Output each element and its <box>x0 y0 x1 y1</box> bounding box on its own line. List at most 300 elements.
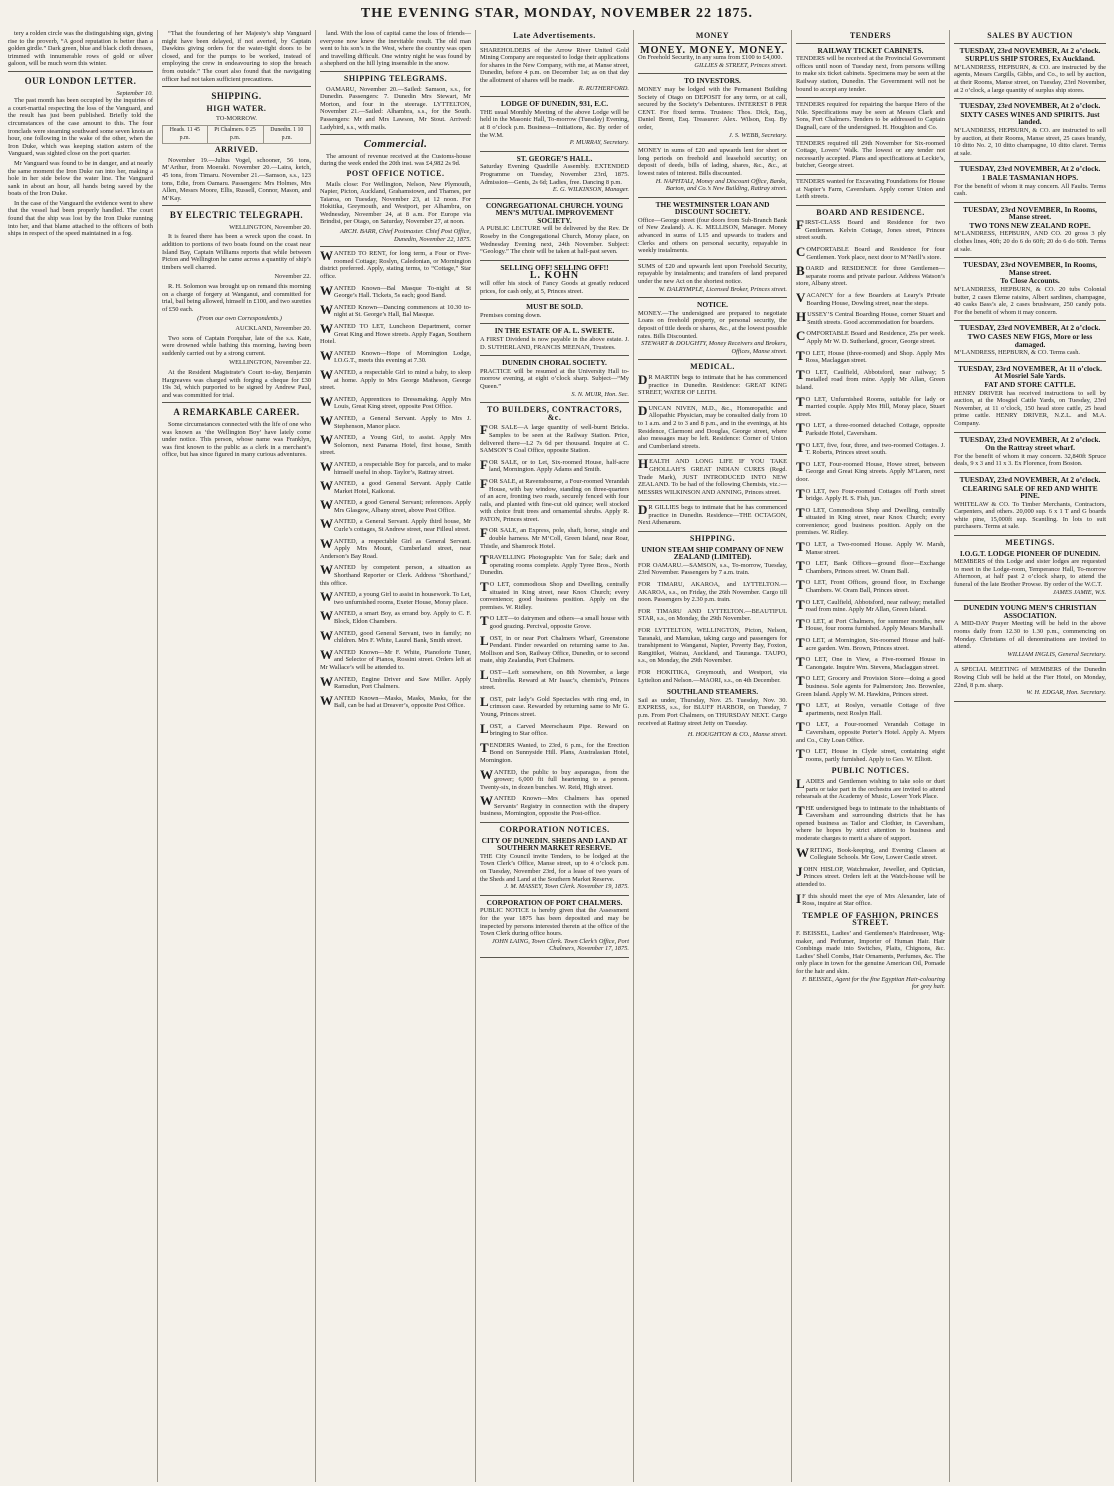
auction-ad <box>954 476 1106 531</box>
corporation-title: CORPORATION NOTICES. <box>499 825 610 835</box>
ad-body: FOR TIMARU AND LYTTELTON.—BEAUTIFUL STAR, s.s., on Monday, the 29th November. <box>638 607 787 623</box>
divider <box>480 198 629 199</box>
divider <box>638 454 787 455</box>
article-continuation: “That the foundering of her Majesty’s ship Vanguard might have been delayed, if not averted, by Captain Dawkins giving orders for the water-tight doors to be closed, and for the pumps to be worked, instead of employing the crew in endeavouring to stop the breach from outside.” The court also found that the navigating officer had not taken sufficient precautions. <box>162 30 311 83</box>
tender-ads-list <box>796 47 945 206</box>
ad-body: SUMS of £20 and upwards lent upon Freehold Security, repayable by instalments; and transfers of land prepared under the new Act on the shortest notice. <box>638 262 787 286</box>
to-let-ad: TO LET, two Four-roomed Cottages off Forth street bridge. Apply H. S. Fish, jun. <box>796 485 945 503</box>
article-paragraph: The past month has been occupied by the inquiries of a court-martial respecting the loss of the Vanguard, and the result has just been published. Briefly told the circumstances of the case amount to this. The four ironclads were steaming southward some seven knots an hour, one following in the wake of the other, when the Iron Duke, which was keeping station astern of the Vanguard, was sighted close on the port quarter. <box>8 97 153 158</box>
small-ads-list <box>480 424 629 818</box>
wanted-ads-list <box>320 250 471 710</box>
divider <box>954 432 1106 433</box>
advertisement <box>480 303 629 319</box>
meeting-title: I.O.G.T. LODGE PIONEER OF DUNEDIN. <box>959 548 1101 558</box>
sale-body: For the benefit of whom it may concern. 32,840ft Spruce deals, 9 x 3 and 11 x 3. Ex Florence, from Boston. <box>954 452 1106 468</box>
auction-ad <box>954 261 1106 316</box>
corporation-notice <box>480 837 629 891</box>
wanted-ad: WANTED Known—Masks, Masks, Masks, for the Ball, can be had at Dreaver’s, opposite Post Office. <box>320 692 471 710</box>
ad-title: SELLING OFF! SELLING OFF!! <box>500 262 609 272</box>
wanted-ad: WANTED, a good General Servant. Apply Cattle Market Hotel, Kaikorai. <box>320 478 471 495</box>
wanted-ad: WANTED Known—Bal Masque To-night at St George’s Hall. Tickets, 5s each; good Band. <box>320 282 471 300</box>
to-let-ad: TO LET, Front Offices, ground floor, in Exchange Chambers. W. Oram Ball, Princes street. <box>796 577 945 595</box>
to-let-ad: TO LET, Caulfield, Abbotsford, near railway; metalled road from mine. Apply Mr Allan, Green Island. <box>796 596 945 614</box>
divider <box>796 205 945 206</box>
auction-ad <box>954 436 1106 468</box>
ad-title: MUST BE SOLD. <box>526 302 583 312</box>
advertisement <box>480 327 629 351</box>
sale-title: FAT AND STORE CATTLE. <box>984 379 1076 389</box>
advertisement <box>480 100 629 147</box>
sale-title: SURPLUS SHIP STORES, Ex Auckland. <box>965 54 1095 64</box>
sale-date: TUESDAY, 23rd NOVEMBER, At 2 o’clock. <box>959 101 1101 111</box>
ad-body: Sail as under, Thursday, Nov. 25. Tuesday, Nov. 30. EXPRESS, s.s., for BLUFF HARBOR, on Tuesday, 7 p.m. From Port Chalmers, on THURSDAY NEXT. Cargo received at Rattray street Jetty on Tuesday. <box>638 696 787 727</box>
wanted-ad: WANTED, Apprentices to Dressmaking. Apply Mrs Louis, Great King street, opposite Post Office. <box>320 393 471 411</box>
classified-ad: TENDERS Wanted, to 23rd, 6 p.m., for the Erection Bond on Sunnyside Hill. Plans, Australasian Hotel, Mornington. <box>480 739 629 764</box>
shipping-ads-list <box>638 546 787 727</box>
to-let-ad: TO LET, Unfurnished Rooms, suitable for lady or married couple. Apply Mrs Hill, Moray place, Stuart street. <box>796 393 945 418</box>
divider <box>480 43 629 44</box>
fashion-signature: F. BEISSEL, Agent for the fine Egyptian Hair-colouring for grey hair. <box>802 975 945 991</box>
divider <box>480 96 629 97</box>
meeting-notice <box>954 604 1106 658</box>
sale-date: TUESDAY, 23rd NOVEMBER, At 2 o’clock. <box>959 434 1101 444</box>
notice-signature: J. M. MASSEY, Town Clerk. November 19, 1875. <box>504 883 629 891</box>
arrivals-text: November 19.—Julius Vogel, schooner, 56 tons, M‘Arthur, from Moeraki. November 20.—Laira, ketch, 45 tons, from Timaru. November 21.—Samson, s.s., 123 tons, Edie, from Oamaru. Passengers: Mrs Holmes, Mrs Allen, Messrs Moore, Ellis, Russell, Connor, Mason, and M‘Kay. <box>162 156 311 202</box>
money-ad <box>638 147 787 193</box>
wanted-ad: WANTED, good General Servant, two in family; no children. Mrs F. White, Laurel Bank, Smith street. <box>320 627 471 645</box>
column-heading: SALES BY AUCTION <box>987 31 1073 40</box>
shipping-title: SHIPPING. <box>211 91 262 102</box>
high-water-subtitle: TO-MORROW. <box>215 115 257 123</box>
divider <box>162 205 311 206</box>
ad-body: TENDERS required till 29th November for Six-roomed Cottage, Lovers’ Walk. The lowest or any tender not necessarily accepted. Plans and specifications at Leckie’s, butcher, George street. <box>796 139 945 170</box>
to-let-ad: TO LET, a three-roomed detached Cottage, opposite Parkside Hotel, Caversham. <box>796 420 945 437</box>
ad-body: MONEY in sums of £20 and upwards lent for short or long periods on freehold and leasehold security; on deposit of deeds, bills of lading, shares, &c., &c., at lowest rates of interest. Bills discounted. <box>638 147 787 177</box>
ad-body: Premises coming down. <box>480 311 542 319</box>
to-let-ad: TO LET, Grocery and Provision Store—doing a good business. Sole agents for Palmerston; Jno. Brownlee, Green Island. Apply W. M. Hawkins, Princes street. <box>796 673 945 698</box>
to-let-ad: TO LET, Commodious Shop and Dwelling, centrally situated in King street, near Knox Church; every convenience; good business position. Apply on the premises. W. Ridley. <box>796 504 945 537</box>
medical-ad: DUNCAN NIVEN, M.D., &c., Homœopathic and Allopathic Physician, may be consulted daily from 10 to 1 a.m. and 2 to 3 and 8 p.m., and in the evenings, at his Residence, Clarmont and Douglas, George street, where also messages may be left. Residence: Corner of Union and Cumberland streets. <box>638 402 787 450</box>
article-continuation: land. With the loss of capital came the loss of friends—everyone now knew the inevitable result. The old man went to his son’s in the West, where the country was open and travelling difficult. One wintry night he was found by a shepherd on the hill lying insensible in the snow. <box>320 30 471 68</box>
ad-body: THE usual Monthly Meeting of the above Lodge will be held in the Masonic Hall, To-morrow (Tuesday) Evening, at 8 o’clock p.m. Business—Initiations, &c. By order of the W.M. <box>480 108 629 139</box>
arrivals-title: ARRIVED. <box>214 145 259 155</box>
classified-ad: LOST—Left somewhere, on 8th November, a large Umbrella. Reward at Mr Isaac’s, chemist’s, Princes street. <box>480 666 629 692</box>
shipping-ad <box>638 627 787 665</box>
divider <box>954 472 1106 473</box>
public-notice: LADIES and Gentlemen wishing to take solo or duet parts or take part in the orchestra are invited to attend rehearsals at the Academy of Music, Lower York Place. <box>796 775 945 801</box>
wanted-ad: WANTED TO RENT, for long term, a Four or Five-roomed Cottage; Roslyn, Caledonian, or Mornington district preferred. Apply, stating terms, to “Cottage,” Star office. <box>320 248 471 281</box>
auction-ad <box>954 324 1106 356</box>
article-continuation: tery a rolden circle was the distinguishing sign, giving rise to the proverb, “A good reputation is better than a golden girdle.” Dark green, blue and black cloth dresses, trimmed with innumerable rows of gold or silver galoon, will be much worn this winter. <box>8 30 153 68</box>
classified-ad: WANTED Known—Mrs Chalmers has opened Servants’ Registry in connection with the drapery business, Mornington, opposite the Post-office. <box>480 793 629 818</box>
divider <box>796 174 945 175</box>
tide-dunedin: Dunedin. 1 10 p.m. <box>263 125 310 143</box>
telegraph-item: (From our own Correspondents.) <box>197 315 282 323</box>
ad-signature: S. N. MUIR, Hon. Sec. <box>571 390 629 398</box>
sale-body: HENRY DRIVER has received instructions to sell by auction, at the Mosgiel Cattle Yards, on Tuesday, 23rd November, at 11 o’clock, 150 head store cattle, 25 head prime cattle. HENRY DRIVER, N.Z.L. and M.A. Company. <box>954 389 1106 427</box>
divider <box>638 143 787 144</box>
ad-body: MONEY may be lodged with the Permanent Building Society of Otago on DEPOSIT for any term, or at call, secured by the Society’s Debentures. INTEREST 8 PER CENT. For fixed terms. Trustees: Thos. Dick, Esq., Daniel Brent, Esq. Treasurer: Alex. Wilson, Esq. By order, <box>638 85 787 131</box>
auction-ad <box>954 47 1106 95</box>
divider <box>480 957 629 958</box>
ad-title: THE WESTMINSTER LOAN AND DISCOUNT SOCIETY. <box>655 199 770 217</box>
board-ads-list <box>796 219 945 345</box>
board-ad: FIRST-CLASS Board and Residence for two Gentlemen. Kelvin Cottage, Jones street, Princes street south. <box>796 217 945 242</box>
board-ad: HUSSEY’S Central Boarding House, corner Stuart and Smith streets. Good accommodation for boarders. <box>796 309 945 326</box>
column-2 <box>158 30 316 1482</box>
board-ad: VACANCY for a few Boarders at Leary’s Private Boarding House, Dowling street, near the steps. <box>796 290 945 307</box>
meeting-signature: JAMES JAMIE, W.S. <box>1052 588 1106 596</box>
meeting-signature: W. H. EDGAR, Hon. Secretary. <box>1026 689 1106 697</box>
ad-body: Saturday Evening Quadrille Assembly. EXTENDED Programme on Tuesday, November 23rd, 1875. Admission—Gents, 2s 6d; Ladies, free. Dancing 8 p.m. <box>480 163 629 186</box>
ad-title: NOTICE. <box>696 300 728 310</box>
public-notice: WRITING, Book-keeping, and Evening Classes at Collegiate Schools. Mr Gow, Lower Castle street. <box>796 844 945 862</box>
divider <box>638 197 787 198</box>
to-let-ad: TO LET, a Four-roomed Verandah Cottage in Caversham, opposite Porter’s Hotel. Apply A. Myers and Co., City Loan Office. <box>796 719 945 744</box>
ad-headline: MONEY. MONEY. MONEY. <box>640 44 785 56</box>
shipping-signature: H. HOUGHTON & CO., Manse street. <box>687 731 787 739</box>
telegraph-item: It is feared there has been a wreck upon the coast. In addition to portions of two boats found on the coast near Island Bay, Captain Williams reports that while between Picton and Wellington he came across a quantity of ship’s timbers well charred. <box>162 233 311 271</box>
meeting-notice <box>954 666 1106 696</box>
divider <box>954 161 1106 162</box>
sale-title: CLEARING SALE OF RED AND WHITE PINE. <box>962 483 1098 501</box>
classified-ad: TRAVELLING Photographic Van for Sale; dark and operating rooms complete. Apply Tyree Bros., North Dunedin. <box>480 552 629 577</box>
to-let-ad: TO LET, at Roslyn, versatile Cottage of five apartments, next Roslyn Hall. <box>796 700 945 717</box>
divider <box>638 531 787 532</box>
ad-body: Office—George street (four doors from Sub-Branch Bank of New Zealand). A. K. MELLISON, Manager. Money advanced in sums of L15 and upwards to traders and Clerks and others on personal security, repayable in weekly instalments. <box>638 216 787 255</box>
wanted-ad: WANTED, a respectable Girl to mind a baby, to sleep at home. Apply to Mrs George Matheson, George street. <box>320 366 471 392</box>
fashion-title: TEMPLE OF FASHION, PRINCES STREET. <box>802 910 939 928</box>
money-ad <box>638 77 787 139</box>
public-notices-list <box>796 775 945 908</box>
ad-body: PRACTICE will be resumed at the University Hall to-morrow evening, at eight o’clock sharp. Subject—“My Queen.” <box>480 367 629 390</box>
ad-body: will offer his stock of Fancy Goods at greatly reduced prices, for cash only, at 5, Princes street. <box>480 280 629 295</box>
auction-ad <box>954 365 1106 428</box>
commercial-text: The amount of revenue received at the Customs-house during the week ended the 20th inst. was £4,982 2s 9d. <box>320 152 471 168</box>
divider <box>638 359 787 360</box>
divider <box>162 402 311 403</box>
divider <box>796 136 945 137</box>
ad-body: FOR TIMARU, AKAROA, and LYTTELTON.—AKAROA, s.s., on Friday, the 26th November. Cargo till noon. Passengers by 2.30 p.m. train. <box>638 581 787 604</box>
shipping-ad <box>638 581 787 604</box>
shipping-ad <box>638 608 787 623</box>
sale-title: SIXTY CASES WINES AND SPIRITS. Just landed. <box>960 109 1100 127</box>
meeting-body: A SPECIAL MEETING of MEMBERS of the Dunedin Rowing Club will be held at the Fier Hotel, on Monday, 22nd, 8 p.m. sharp. <box>954 666 1106 689</box>
divider <box>954 98 1106 99</box>
high-water-table <box>162 125 311 144</box>
column-6 <box>792 30 950 1482</box>
ad-body: FOR OAMARU.—SAMSON, s.s., To-morrow, Tuesday, 23rd November. Passengers by 7 a.m. train. <box>638 561 787 577</box>
ad-signature: P. MURRAY, Secretary. <box>569 139 629 147</box>
ad-signature: W. DALRYMPLE, Licensed Broker, Princes street. <box>658 285 787 293</box>
board-title: BOARD AND RESIDENCE. <box>816 207 925 217</box>
telegraph-item: At the Resident Magistrate’s Court to-day, Benjamin Hargreaves was charged with forging a cheque for £30 19s 3d, which purported to be signed by Andrew Paul, and was committed for trial. <box>162 368 311 399</box>
sale-date: TUESDAY, 23rd NOVEMBER, In Rooms, Manse street. <box>963 204 1097 222</box>
ad-body: SHAREHOLDERS of the Arrow River United Gold Mining Company are requested to lodge their applications for shares in the New Company, with me, at Manse street, Dunedin, before 4 p.m. on December 1st; as on that day the allotment of shares will be made. <box>480 46 629 84</box>
ad-signature: J. S. WEBB, Secretary. <box>728 131 787 139</box>
ad-body: FOR HOKITIKA, Greymouth, and Westport, via Lyttelton and Nelson.—MAORI, s.s., on 4th December. <box>638 668 787 684</box>
column-heading: MONEY <box>695 31 730 40</box>
corporation-notice <box>480 899 629 953</box>
wanted-ad: WANTED, a General Servant. Apply third house, Mr Curle’s cottages, St Andrew street, near Filleul street. <box>320 516 471 534</box>
classified-ad: FOR SALE—A large quantity of well-burnt Bricks. Samples to be seen at the Railway Station. Price, delivered there—L2 7s 6d per thousand. Inquire at C. SAMSON’S Coal Office, opposite Station. <box>480 422 629 455</box>
sale-date: TUESDAY, 23rd NOVEMBER, At 2 o’clock. <box>959 45 1101 55</box>
classified-ad: FOR SALE, or to Let, Six-roomed House, half-acre land, Mornington. Apply Adams and Smith. <box>480 456 629 474</box>
sale-title: On the Rattray street wharf. <box>985 443 1075 453</box>
board-ad: COMFORTABLE Board and Residence for four Gentlemen. York place, next door to M‘Neill’s store. <box>796 244 945 261</box>
sale-date: TUESDAY, 23rd NOVEMBER, At 11 o’clock. At Mosriel Sale Yards. <box>958 363 1102 381</box>
divider <box>480 402 629 403</box>
ad-title: LODGE OF DUNEDIN, 931, E.C. <box>500 99 609 109</box>
column-5 <box>634 30 792 1482</box>
ad-title: SOUTHLAND STEAMERS. <box>666 687 759 697</box>
divider <box>954 600 1106 601</box>
shipping-ad <box>638 669 787 684</box>
wanted-ad: WANTED, a good General Servant; references. Apply Mrs Glasgow, Albany street, above Post Office. <box>320 497 471 514</box>
classified-ad: TO LET, commodious Shop and Dwelling, centrally situated in King street, near Knox Church; every convenience; good business position. Apply on the premises. W. Ridley. <box>480 579 629 611</box>
builders-title: TO BUILDERS, CONTRACTORS, &c. <box>487 405 622 422</box>
wanted-ad: WANTED, a respectable Boy for parcels, and to make himself useful in shop. Taylor’s, Rattray street. <box>320 458 471 476</box>
sale-body: M‘LANDRESS, HEPBURN, & CO. Terms cash. <box>954 349 1081 357</box>
column-heading: Late Advertisements. <box>513 31 596 40</box>
post-office-title: POST OFFICE NOTICE. <box>346 168 445 178</box>
to-let-ad: TO LET, House in Clyde street, containing eight rooms, partly furnished. Apply to Geo. W. Elliott. <box>796 746 945 763</box>
divider <box>954 701 1106 702</box>
money-ad <box>638 301 787 355</box>
telegraph-item: WELLINGTON, November 22. <box>229 359 311 367</box>
telegraph-item: AUCKLAND, November 20. <box>235 325 311 332</box>
column-3 <box>316 30 476 1482</box>
tender-ad <box>796 101 945 131</box>
ad-signature: H. NAPHTALI, Money and Discount Office, Banks, Barton, and Co.’s New Building, Rattray street. <box>655 177 787 193</box>
ad-signature: STEWART & DOUGHTY, Money Receivers and Brokers, Offices, Manse street. <box>641 340 787 355</box>
to-let-ad: TO LET, Bank Offices—ground floor—Exchange Chambers, Princes street. W. Oram Ball. <box>796 558 945 575</box>
notice-title: CITY OF DUNEDIN. SHEDS AND LAND AT SOUTHERN MARKET RESERVE. <box>481 835 628 853</box>
board-ad: COMFORTABLE Board and Residence, 25s per week. Apply Mr W. D. Sutherland, grocer, George street. <box>796 328 945 345</box>
telegraph-item: WELLINGTON, November 20. <box>229 223 311 231</box>
wanted-ad: WANTED, Engine Driver and Saw Miller. Apply Ramsdun, Port Chalmers. <box>320 673 471 691</box>
wanted-ad: WANTED, a respectable Girl as General Servant. Apply Mrs Mount, Cumberland street, near Anderson’s Bay Road. <box>320 535 471 560</box>
masthead: THE EVENING STAR, MONDAY, NOVEMBER 22 1875. <box>360 6 754 21</box>
ad-title: ST. GEORGE’S HALL. <box>516 153 593 163</box>
sale-title: TWO CASES NEW FIGS, More or less damaged. <box>967 332 1093 349</box>
money-ad <box>638 44 787 70</box>
ad-title: TO INVESTORS. <box>684 76 741 86</box>
sale-body: M‘LANDRESS, HEPBURN, & CO. are instructed by the agents, Messrs Cargills, Gibbs, and Co., to sell by auction, at their Rooms, Manse street, on Tuesday, 23rd November, at 2 o’clock, a large quantity of surplus ship stores. <box>954 63 1106 94</box>
ad-signature: R. RUTHERFORD. <box>578 84 629 92</box>
column-7 <box>950 30 1110 1482</box>
medical-title: MEDICAL. <box>690 362 735 372</box>
wanted-ad: WANTED, a young Girl to assist in housework. To Let, two unfurnished rooms, Exeter House, Moray place. <box>320 589 471 606</box>
tender-ad <box>796 47 945 94</box>
divider <box>796 97 945 98</box>
money-ad <box>638 263 787 293</box>
ad-signature: E. G. WILKINSON, Manager. <box>552 186 629 194</box>
ad-title: RAILWAY TICKET CABINETS. <box>817 45 924 55</box>
money-ads-list <box>638 44 787 361</box>
ad-body: TENDERS wanted for Excavating Foundations for House at Napier’s Farm, Caversham. Apply corner Union and Leith streets. <box>796 177 945 201</box>
fashion-ad <box>796 930 945 991</box>
divider <box>954 361 1106 362</box>
divider <box>954 257 1106 258</box>
ad-headline: L. KOHN <box>529 270 580 282</box>
auction-ad <box>954 206 1106 254</box>
medical-ads-list <box>638 371 787 532</box>
divider <box>954 202 1106 203</box>
board-ad: BOARD and RESIDENCE for three Gentlemen—separate rooms and private parlour. Address Watson’s store, Albany street. <box>796 263 945 288</box>
shipping-ad <box>638 546 787 577</box>
column-4 <box>476 30 634 1482</box>
to-let-ad: TO LET, at Port Chalmers, for summer months, new House, four rooms furnished. Apply Messrs Marshall. <box>796 615 945 633</box>
medical-ad: HEALTH AND LONG LIFE IF YOU TAKE GHOLLAH’S GREAT INDIAN CURES (Regd. Trade Mark), JUST INTRODUCED INTO NEW ZEALAND. To be had of the following Chemists, viz.:—MESSRS WILKINSON AND ANNING, Princes street. <box>638 456 787 496</box>
ad-body: TENDERS will be received at the Provincial Government offices until noon of Tuesday next, from persons willing to make six ticket cabinets. Specimens may be seen at the Railway station, Dunedin. The Government will not be bound to accept any tender. <box>796 55 945 93</box>
shipping-title: SHIPPING. <box>689 534 736 544</box>
column-1 <box>4 30 158 1482</box>
sale-body: M‘LANDRESS, HEPBURN, & CO. 20 tubs Colonial butter, 2 cases Eleme raisins, Albert sardines, champagne, 40 casks Bass’s ale, 2 cases brushware, 250 candy pots. For the benefit of whom it may concern. <box>954 286 1106 316</box>
meeting-notice <box>954 550 1106 597</box>
late-ads-list <box>480 47 629 404</box>
classified-ad: FOR SALE, at Ravensbourne, a Four-roomed Verandah House, with bay window, standing on three-quarters of an acre, fronting two roads, securely fenced with four rails, and planted with fine-cut old quince; well stocked with choice fruit trees and ornamental shrubs. Apply R. PATON, Princes street. <box>480 475 629 523</box>
divider <box>638 43 787 44</box>
wanted-ad: WANTED, a smart Boy, as errand boy. Apply to C. F. Block, Eldon Chambers. <box>320 608 471 625</box>
article-paragraph: Mr Vanguard was found to be in danger, and at nearly the same moment the Iron Duke ran into her, making a hole in her side below the water line. The Vanguard sank in about an hour, all hands being saved by the boats of the Iron Duke. <box>8 159 153 198</box>
ad-body: TENDERS required for repairing the barque Hero of the Nile. Specifications may be seen at Messrs Clark and Sons, Port Chalmers. Tenders to be addressed to Captain Dagnall, care of the undersigned. H. Houghton and Co. <box>796 101 945 131</box>
auction-ad <box>954 165 1106 197</box>
ad-title: UNION STEAM SHIP COMPANY OF NEW ZEALAND (LIMITED). <box>641 544 784 562</box>
to-let-ad: TO LET, House (three-roomed) and Shop. Apply Mrs Ross, Maclaggan street. <box>796 347 945 365</box>
divider <box>638 259 787 260</box>
shipping-telegrams-title: SHIPPING TELEGRAMS. <box>343 73 448 83</box>
notice-body: THE City Council invite Tenders, to be lodged at the Town Clerk’s Office, Manse street, up to 4 o’clock p.m. on Tuesday, November 23rd, for a lease of two years of the Sheds and Land at the Southern Market Reserve. <box>480 852 629 883</box>
divider <box>8 71 153 72</box>
classified-ad: LOST, a Carved Meerschaum Pipe. Reward on bringing to Star office. <box>480 720 629 738</box>
divider <box>954 662 1106 663</box>
notice-body: PUBLIC NOTICE is hereby given that the Assessment for the year 1875 has been deposited and may be inspected by persons interested therein at the office of the Town Clerk during office hours. <box>480 907 629 938</box>
auction-ads-list <box>954 47 1106 536</box>
shipping-telegrams: OAMARU, November 20.—Sailed: Samson, s.s., for Dunedin. Passengers: 7. Dunedin Mrs Stewart, Mr Morton, and four in the steerage. LYTTELTON, November 21.—Sailed: Alhambra, s.s., for the South. Passengers: Mr and Mrs Lawson, Mr Stout. Arrived: Ladybird, s.s., with mails. <box>320 85 471 131</box>
classified-ad: WANTED, the public to buy asparagus, from the grower; 6,000 fit full heartening to a person. Twenty-six, in dozen bunches. W. Reid, High street. <box>480 766 629 791</box>
divider <box>480 299 629 300</box>
divider <box>638 500 787 501</box>
column-heading: TENDERS <box>849 31 892 40</box>
wanted-ad: WANTED Known—Hope of Mornington Lodge, I.O.G.T., meets this evening at 7.30. <box>320 347 471 365</box>
ad-title: DUNEDIN CHORAL SOCIETY. <box>502 358 607 368</box>
post-office-text: Mails close: For Wellington, Nelson, New Plymouth, Napier, Picton, Auckland, Grahamstown, and Thames, per Taiaroa, on Tuesday, November 23, at 12 noon. For Hokitika, Greymouth, and Westport, per Alhambra, on Wednesday, November 24, at 8 a.m. For Europe via Brindisi, per Otago, on Saturday, November 27, at noon. <box>320 180 471 226</box>
sale-body: For the benefit of whom it may concern. All Faults. Terms cash. <box>954 182 1106 198</box>
sale-date: TUESDAY, 23rd NOVEMBER, At 2 o’clock. <box>959 164 1101 174</box>
notice-signature: JOHN LAING, Town Clerk. Town Clerk’s Office, Port Chalmers, November 17, 1875. <box>491 937 629 953</box>
meeting-title: DUNEDIN YOUNG MEN’S CHRISTIAN ASSOCIATION. <box>963 603 1097 620</box>
wanted-ad: WANTED, a General Servant. Apply to Mrs J. Stephenson, Manor place. <box>320 412 471 430</box>
classified-ad: LOST, pair lady’s Gold Spectacles with ring end, in crimson case. Rewarded by returning same to Mr G. Young, Princes street. <box>480 693 629 718</box>
medical-ad: DR GILLIES begs to intimate that he has commenced practice in Dunedin. Residence—THE OCTAGON, Next Athenæum. <box>638 502 787 527</box>
dateline: September 10. <box>116 89 153 97</box>
notice-title: CORPORATION OF PORT CHALMERS. <box>486 897 623 907</box>
to-let-ad: TO LET, a Two-roomed House. Apply W. Marsh, Manse street. <box>796 539 945 556</box>
ad-body: MONEY.—The undersigned are prepared to negotiate Loans on freehold property, or personal security, the deposit of title deeds or shares, &c., at the lowest possible rates. Bills Discounted. <box>638 309 787 340</box>
divider <box>954 43 1106 44</box>
telegraph-title: BY ELECTRIC TELEGRAPH. <box>169 210 304 221</box>
advertisement <box>480 359 629 398</box>
sale-title: To Close Accounts. <box>1000 276 1060 286</box>
section-title: OUR LONDON LETTER. <box>24 75 137 86</box>
meeting-body: MEMBERS of this Lodge and sister lodges are requested to meet in the Lodge-room, Temperance Hall, To-morrow Afternoon, at half past 2 o’clock sharp, to attend the funeral of the late Brother Prowse. By order of the W.C.T. <box>954 558 1106 589</box>
to-let-ad: TO LET, Four-roomed House, Howe street, between George and Great King streets. Apply M‘Laren, next door. <box>796 458 945 483</box>
divider <box>320 71 471 72</box>
columns <box>4 30 1110 1482</box>
wanted-ad: WANTED TO LET, Luncheon Department, corner Great King and Howe streets. Apply Fagan, Southern Hotel. <box>320 321 471 346</box>
to-let-ad: TO LET, Caulfield, Abbotsford, near railway; 5 metalled road from mine. Apply Mr Allan, Green Island. <box>796 366 945 391</box>
ad-title: CONGREGATIONAL CHURCH. YOUNG MEN’S MUTUAL IMPROVEMENT SOCIETY. <box>485 200 624 225</box>
wanted-ad: WANTED Known—Dancing commences at 10.30 to-night at St. George’s Hall, Bal Masque. <box>320 301 471 319</box>
classified-ad: TO LET—to dairymen and others—a small house with good grazing. Percival, opposite Grove. <box>480 613 629 630</box>
public-notice: THE undersigned begs to intimate to the inhabitants of Caversham and surrounding districts that he has opened business as Tailor and Clothier, in Caversham, where he hopes by strict attention to business and moderate charges to merit a share of support. <box>796 802 945 843</box>
tender-ad <box>796 140 945 170</box>
telegraph-item: November 22. <box>274 273 311 281</box>
ad-body: A FIRST Dividend is now payable in the above estate. J. D. SUTHERLAND, FRANCIS MEENAN, Trustees. <box>480 336 629 351</box>
corporation-notices-list <box>480 837 629 958</box>
divider <box>162 86 311 87</box>
divider <box>638 297 787 298</box>
money-ad <box>638 201 787 255</box>
wanted-ad: WANTED by competent person, a situation as Shorthand Reporter or Clerk. Address ‘Shorthand,’ this office. <box>320 562 471 587</box>
divider <box>638 401 787 402</box>
ad-signature: GILLIES & STREET, Princes street. <box>694 61 787 69</box>
to-let-ads-list <box>796 347 945 764</box>
divider <box>480 355 629 356</box>
auction-ad <box>954 102 1106 157</box>
sale-title: 1 BALE TASMANIAN HOPS. <box>981 172 1079 182</box>
article-paragraph: In the case of the Vanguard the evidence went to shew that the vessel had been properly handled. The court found that the ship was lost by the Iron Duke running into her, and that blame attached to the officers of both ships in respect of the speed maintained in a fog. <box>8 199 153 238</box>
divider <box>954 320 1106 321</box>
sale-body: WHITELAW & CO. To Timber Merchants, Contractors, Carpenters, and others. 20,000 sup. 6 x 1 T and G boards white pine, 15,000ft sup. Scantling. In lots to suit purchasers. Terms at sale. <box>954 500 1106 531</box>
tide-port-chalmers: Pt Chalmers. 0 25 p.m. <box>207 125 263 143</box>
divider <box>796 43 945 44</box>
divider <box>480 895 629 896</box>
divider <box>480 151 629 152</box>
advertisement <box>480 47 629 93</box>
sale-body: M‘LANDRESS, HEPBURN, & CO. are instructed to sell by auction, at their Rooms, Manse street, 25 cases brandy, 10 ditto No. 2, 10 ditto champagne, 10 ditto claret. Terms at sale. <box>954 126 1106 157</box>
divider <box>320 134 471 135</box>
high-water-title: HIGH WATER. <box>206 103 267 113</box>
advertisement <box>480 155 629 194</box>
public-notices-title: PUBLIC NOTICES. <box>831 766 910 776</box>
sale-body: M‘LANDRESS, HEPBURN, AND CO. 20 gross 3 ply clothes lines, 40ft; 20 do 6 do 60ft; 20 do 6 do 60ft. Terms at sale. <box>954 230 1106 253</box>
to-let-ad: TO LET, five, four, three, and two-roomed Cottages. J. T. Roberts, Princes street south. <box>796 439 945 457</box>
public-notice: IF this should meet the eye of Mrs Alexander, late of Ross, inquire at Star office. <box>796 890 945 908</box>
shipping-ad <box>638 688 787 727</box>
divider <box>320 246 471 247</box>
advertisement <box>480 264 629 295</box>
advertisement <box>480 202 629 256</box>
sale-date: TUESDAY, 23rd NOVEMBER, In Rooms, Manse street. <box>963 260 1097 277</box>
fashion-text: F. BEISSEL, Ladies’ and Gentlemen’s Hairdresser, Wig-maker, and Perfumer, Importer of Human Hair. Hair Combings made into Switches, Plaits, Chignons, &c. Ladies’ Shell Combs, Hair Ornaments, Perfumes, &c. The only place in town for the genuine American Oil, Pomade for the hair and skin. <box>796 930 945 975</box>
ad-body: FOR LYTTELTON, WELLINGTON, Picton, Nelson, Taranaki, and Manukau, taking cargo and passengers for transhipment to Wanganui, Napier, Poverty Bay, Foxton, Rangitikei, Wairau, Auckland, and Tauranga. TAUPO, s.s., on Monday, the 29th November. <box>638 627 787 665</box>
meeting-body: A MID-DAY Prayer Meeting will be held in the above rooms daily from 12.30 to 1.30 p.m., commencing on Monday. Christians of all denominations are invited to attend. <box>954 620 1106 651</box>
sale-date: TUESDAY, 23rd NOVEMBER, At 2 o’clock. <box>959 474 1101 484</box>
meetings-title: MEETINGS. <box>1005 538 1055 548</box>
meetings-list <box>954 550 1106 702</box>
classified-ad: LOST, in or near Port Chalmers Wharf, Greenstone Pendant. Finder rewarded on returning same to Jas. Mollison and Son, Railway Office, Dunedin, or to second mate, ship Zealandia, Port Chalmers. <box>480 632 629 665</box>
tender-ad <box>796 178 945 201</box>
tide-heads: Heads. 11 45 p.m. <box>163 125 208 143</box>
commercial-title: Commercial. <box>363 138 428 151</box>
meeting-signature: WILLIAM INGLIS, General Secretary. <box>1007 650 1106 658</box>
to-let-ad: TO LET, at Mornington, Six-roomed House and half-acre garden. Wm. Brown, Princes street. <box>796 635 945 652</box>
career-title: A REMARKABLE CAREER. <box>173 407 300 418</box>
ad-body: A PUBLIC LECTURE will be delivered by the Rev. Dr Roseby in the Congregational Church, Moray place, on Wednesday Evening next, 24th November. Subject: “Geology.” The choir will be taken at half-past seven. <box>480 225 629 256</box>
divider <box>480 323 629 324</box>
